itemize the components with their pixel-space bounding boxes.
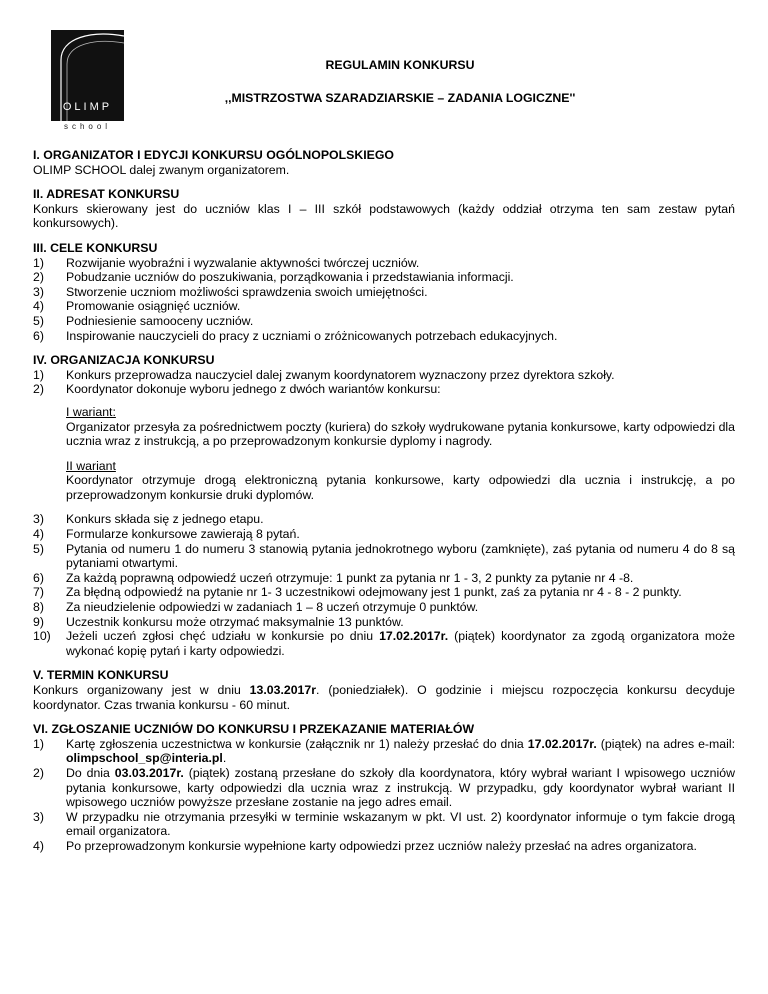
contest-date: 13.03.2017r bbox=[249, 683, 317, 697]
document-title: REGULAMIN KONKURSU bbox=[325, 58, 475, 72]
item-text-part: (piątek) zostaną przesłane do szkoły dla koordynatora, który wybrał wariant I wpisowego uczniów pytania konkursowe, karty odpowiedzi dla ucznia wraz z instrukcją. W przypadku, gdy koordynator wybrał wariant II wpisowego uczniów powyższe przesłane zostanie na jego adres email. bbox=[66, 765, 735, 810]
item-number: 3) bbox=[33, 809, 44, 824]
materials-date: 03.03.2017r. bbox=[114, 765, 184, 780]
item-text: Pytania od numeru 1 do numeru 3 stanowią pytania jednokrotnego wyboru (zamknięte), zaś pytania od numeru 4 do 8 są pytaniami otwartymi. bbox=[66, 541, 735, 571]
variant-title: I wariant: bbox=[66, 404, 116, 419]
variant-text: Organizator przesyła za pośrednictwem poczty (kuriera) do szkoły wydrukowane pytania konkursowe, karty odpowiedzi dla ucznia wraz z instrukcją, a po przeprowadzonym konkursie dyplomy i nagrody. bbox=[66, 419, 735, 449]
variant-title: II wariant bbox=[66, 458, 116, 473]
item-text bbox=[66, 766, 735, 810]
section-date bbox=[33, 668, 735, 712]
item-text: W przypadku nie otrzymania przesyłki w terminie wskazanym w pkt. VI ust. 2) koordynator informuje o tym fakcie drogą email organizatora. bbox=[66, 809, 735, 839]
olimp-school-logo bbox=[51, 30, 124, 133]
item-text: Formularze konkursowe zawierają 8 pytań. bbox=[66, 527, 300, 542]
list-item bbox=[33, 329, 735, 344]
list-item bbox=[33, 615, 735, 630]
item-text: Inspirowanie nauczycieli do pracy z uczniami o zróżnicowanych potrzebach edukacyjnych. bbox=[66, 328, 558, 343]
item-number: 8) bbox=[33, 600, 44, 615]
item-text: Za każdą poprawną odpowiedź uczeń otrzymuje: 1 punkt za pytania nr 1 - 3, 2 punkty za pytanie nr 4 -8. bbox=[66, 570, 634, 585]
item-text: Koordynator dokonuje wyboru jednego z dwóch wariantów konkursu: bbox=[66, 382, 441, 397]
list-item bbox=[33, 368, 735, 383]
list-item bbox=[33, 585, 735, 600]
section-text bbox=[33, 683, 735, 712]
item-number: 10) bbox=[33, 629, 51, 644]
item-text: Promowanie osiągnięć uczniów. bbox=[66, 299, 241, 314]
item-number: 2) bbox=[33, 270, 44, 285]
item-number: 5) bbox=[33, 313, 44, 328]
list-item bbox=[33, 270, 735, 285]
item-number: 6) bbox=[33, 328, 44, 343]
item-text: Stworzenie uczniom możliwości sprawdzenia swoich umiejętności. bbox=[66, 284, 428, 299]
section-heading: I. ORGANIZATOR I EDYCJI KONKURSU OGÓLNOPOLSKIEGO bbox=[33, 148, 394, 162]
item-number: 9) bbox=[33, 614, 44, 629]
list-item bbox=[33, 527, 735, 542]
list-item bbox=[33, 571, 735, 586]
logo-plate bbox=[51, 30, 124, 121]
item-text-part: Jeżeli uczeń zgłosi chęć udziału w konkursie po dniu bbox=[66, 629, 380, 644]
section-heading: VI. ZGŁOSZANIE UCZNIÓW DO KONKURSU I PRZEKAZANIE MATERIAŁÓW bbox=[33, 722, 475, 737]
list-item bbox=[33, 629, 735, 658]
item-text: Pobudzanie uczniów do poszukiwania, porządkowania i przedstawiania informacji. bbox=[66, 270, 514, 285]
item-number: 1) bbox=[33, 255, 44, 270]
variant-one bbox=[66, 405, 735, 449]
variant-two bbox=[66, 459, 735, 503]
list-item bbox=[33, 542, 735, 571]
text-part: Konkurs organizowany jest w dniu bbox=[33, 683, 250, 697]
list-item bbox=[33, 382, 735, 397]
section-heading: II. ADRESAT KONKURSU bbox=[33, 187, 180, 202]
item-number: 2) bbox=[33, 382, 44, 397]
section-addressee bbox=[33, 187, 735, 231]
item-text bbox=[66, 629, 735, 658]
item-number: 7) bbox=[33, 585, 44, 600]
list-item bbox=[33, 810, 735, 839]
item-text-part: (piątek) koordynator za zgodą organizatora może wykonać kopię pytań i karty odpowiedzi. bbox=[66, 629, 735, 658]
variant-text: Koordynator otrzymuje drogą elektroniczną pytania konkursowe, karty odpowiedzi dla ucznia i instrukcję, a po przeprowadzonym konkursie druki dyplomów. bbox=[66, 473, 735, 502]
registration-date: 17.02.2017r. bbox=[527, 736, 597, 751]
list-item bbox=[33, 512, 735, 527]
logo-sub: school bbox=[63, 122, 112, 131]
item-text: Po przeprowadzonym konkursie wypełnione karty odpowiedzi przez uczniów należy przesłać na adres organizatora. bbox=[66, 838, 697, 853]
item-number: 4) bbox=[33, 527, 44, 542]
item-number: 6) bbox=[33, 570, 44, 585]
item-number: 1) bbox=[33, 367, 44, 382]
item-text-part: Kartę zgłoszenia uczestnictwa w konkursie (załącznik nr 1) należy przesłać do dnia bbox=[66, 736, 528, 751]
item-text: Konkurs przeprowadza nauczyciel dalej zwanym koordynatorem wyznaczony przez dyrektora szkoły. bbox=[66, 367, 615, 382]
item-text: Konkurs składa się z jednego etapu. bbox=[66, 512, 264, 527]
item-text: Za nieudzielenie odpowiedzi w zadaniach 1 – 8 uczeń otrzymuje 0 punktów. bbox=[66, 600, 479, 615]
section-registration bbox=[33, 722, 735, 853]
item-number: 3) bbox=[33, 512, 44, 527]
document-body bbox=[33, 148, 735, 864]
item-text: Rozwijanie wyobraźni i wyzwalanie aktywności twórczej uczniów. bbox=[66, 255, 420, 270]
section-goals bbox=[33, 241, 735, 343]
item-text-part: Do dnia bbox=[66, 765, 115, 780]
section-heading: V. TERMIN KONKURSU bbox=[33, 668, 169, 683]
list-item bbox=[33, 766, 735, 810]
item-text-part: . bbox=[222, 751, 227, 766]
list-item bbox=[33, 600, 735, 615]
section-text: Konkurs skierowany jest do uczniów klas I – III szkół podstawowych (każdy oddział otrzyma ten sam zestaw pytań konkursowych). bbox=[33, 201, 735, 231]
list-item bbox=[33, 299, 735, 314]
item-number: 4) bbox=[33, 838, 44, 853]
item-number: 3) bbox=[33, 284, 44, 299]
item-text: Podniesienie samooceny uczniów. bbox=[66, 313, 254, 328]
text-part: . (poniedziałek). O godzinie i miejscu rozpoczęcia konkursu decyduje koordynator. Czas trwania konkursu - 60 minut. bbox=[33, 683, 735, 712]
list-item bbox=[33, 256, 735, 271]
item-text-part: (piątek) na adres e-mail: bbox=[596, 736, 735, 751]
list-item bbox=[33, 285, 735, 300]
item-text: Za błędną odpowiedź na pytanie nr 1- 3 uczestnikowi odejmowany jest 1 punkt, zaś za pytania nr 4 - 8 - 2 punkty. bbox=[66, 585, 682, 600]
deadline-date: 17.02.2017r. bbox=[379, 629, 449, 644]
list-item bbox=[33, 839, 735, 854]
item-number: 5) bbox=[33, 541, 44, 556]
item-text bbox=[66, 737, 735, 766]
list-item bbox=[33, 737, 735, 766]
item-number: 4) bbox=[33, 299, 44, 314]
list-item bbox=[33, 314, 735, 329]
section-heading: IV. ORGANIZACJA KONKURSU bbox=[33, 353, 215, 368]
contact-email: olimpschool_sp@interia.pl bbox=[66, 751, 223, 766]
document-subtitle: ,,MISTRZOSTWA SZARADZIARSKIE – ZADANIA LOGICZNE'' bbox=[224, 91, 576, 105]
section-organizer bbox=[33, 148, 735, 177]
item-number: 1) bbox=[33, 736, 44, 751]
item-number: 2) bbox=[33, 765, 44, 780]
logo-name: OLIMP bbox=[62, 101, 113, 113]
section-organization bbox=[33, 353, 735, 658]
item-text: Uczestnik konkursu może otrzymać maksymalnie 13 punktów. bbox=[66, 614, 404, 629]
section-text: OLIMP SCHOOL dalej zwanym organizatorem. bbox=[33, 162, 290, 177]
section-heading: III. CELE KONKURSU bbox=[33, 240, 158, 255]
